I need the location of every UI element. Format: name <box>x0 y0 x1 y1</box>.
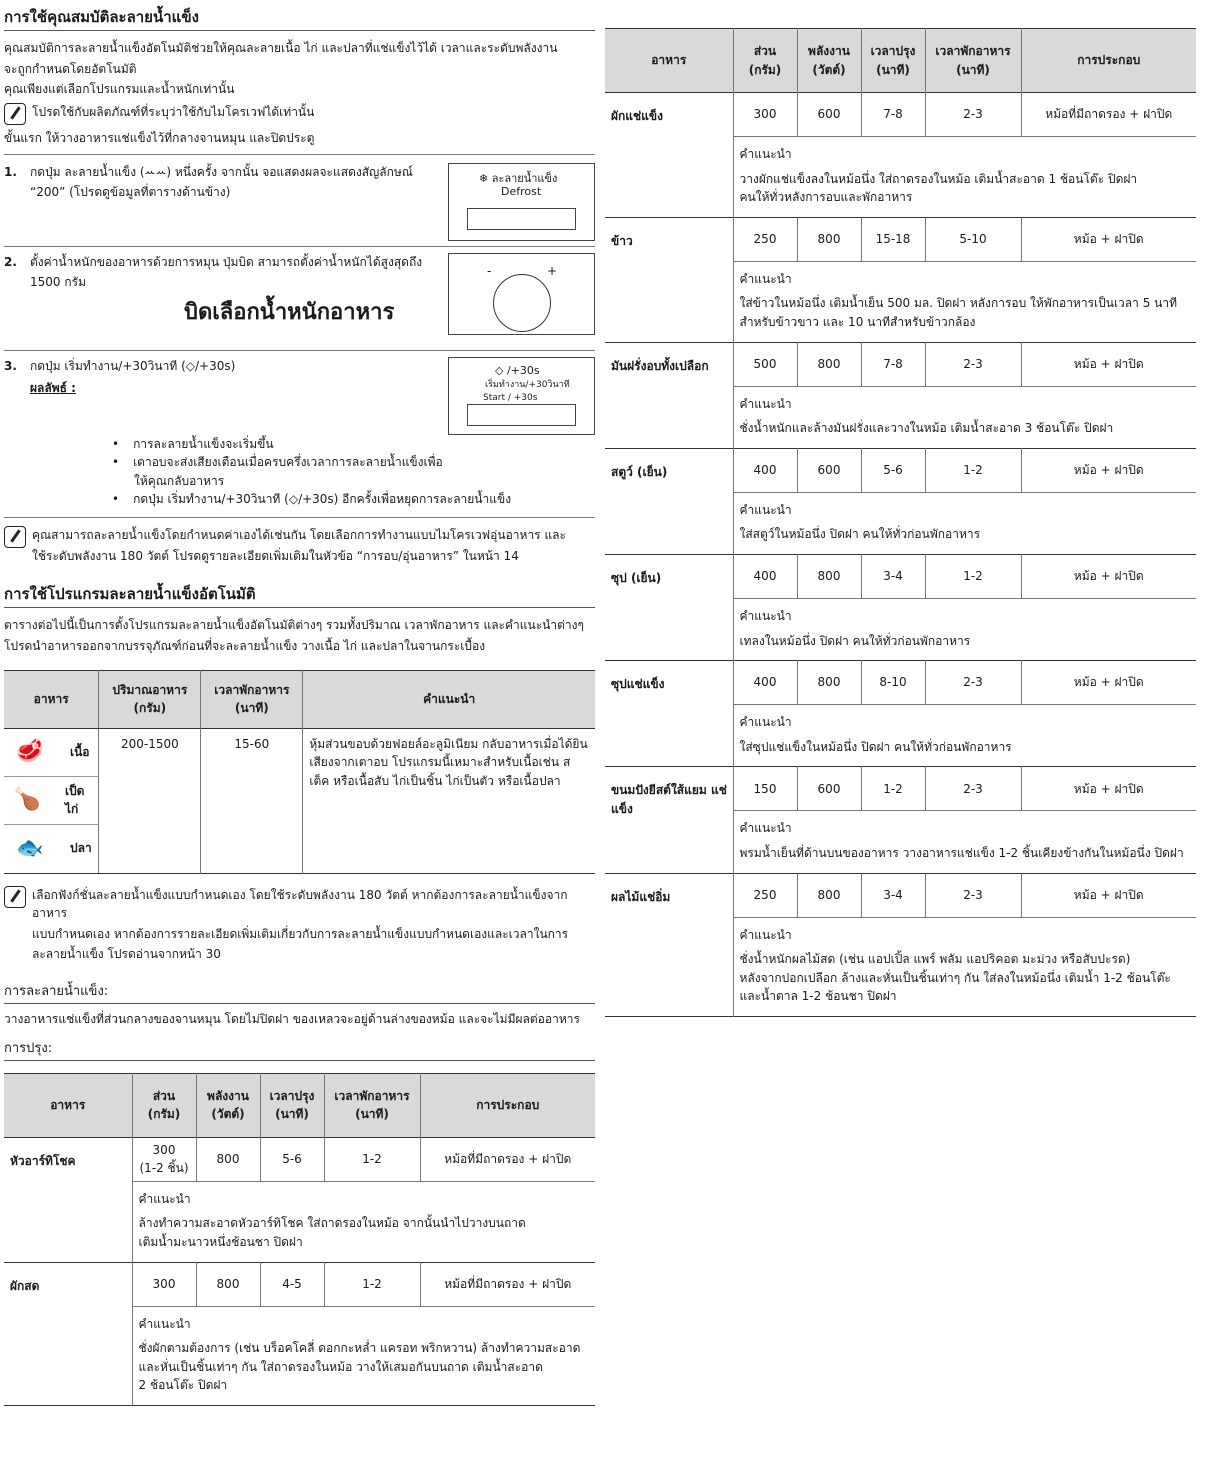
container-cell: หม้อ + ฝาปิด <box>1021 217 1196 261</box>
tip-label: คำแนะนำ <box>739 271 792 286</box>
table-row <box>605 448 1196 492</box>
defrost-table <box>4 670 595 874</box>
col-header: พลังงาน (วัตต์) <box>797 29 861 93</box>
rest-time-cell: 2-3 <box>925 873 1021 917</box>
container-cell: หม้อ + ฝาปิด <box>1021 767 1196 811</box>
col-header: พลังงาน (วัตต์) <box>196 1073 260 1137</box>
tip-text: วางผักแช่แข็งลงในหม้อนึ่ง ใส่ถาดรองในหม้อ เติมน้ำสะอาด 1 ช้อนโต๊ะ ปิดฝา <box>739 171 1138 186</box>
col-header: เวลาพักอาหาร (นาที) <box>925 29 1021 93</box>
tip-text: สำหรับข้าวขาว และ 10 นาทีสำหรับข้าวกล้อง <box>739 314 976 329</box>
dial-caption: บิดเลือกน้ำหนักอาหาร <box>184 299 395 325</box>
advice-cell: หุ้มส่วนขอบด้วยฟอยล์อะลูมิเนียม กลับอาหารเมื่อได้ยินเสียงจากเตาอบ โปรแกรมนี้เหมาะสำหรับเนื้อเช่น สเต็ค หรือเนื้อสับ ไก่เป็นชิ้น ไก่เป็นตัว หรือเนื้อปลา <box>309 736 588 788</box>
portion-cell <box>733 873 797 917</box>
food-name: ข้าว <box>605 217 733 342</box>
portion-cell <box>733 554 797 598</box>
tip-text: และน้ำตาล 1-2 ช้อนชา ปิดฝา <box>739 989 897 1004</box>
portion-cell <box>733 93 797 137</box>
dial-knob-icon <box>493 274 551 332</box>
tip-cell <box>733 261 1196 342</box>
bullet-text: กดปุ่ม เริ่มทำงาน/+30วินาที (◇/+30s) อีกครั้งเพื่อหยุดการละลายน้ำแข็ง <box>133 492 512 507</box>
food-name: ผักแช่แข็ง <box>605 93 733 218</box>
portion-cell <box>733 661 797 705</box>
col-header: ส่วน (กรัม) <box>733 29 797 93</box>
cook-time-cell: 15-18 <box>861 217 925 261</box>
start-button-box <box>467 404 576 426</box>
power-cell: 800 <box>797 661 861 705</box>
portion-value: 400 <box>753 462 777 477</box>
col-header: ส่วน (กรัม) <box>132 1073 196 1137</box>
food-name: ซุป (เย็น) <box>605 554 733 660</box>
tip-text: ใส่ซุปแช่แข็งในหม้อนึ่ง ปิดฝา คนให้ทั่วก่อนพักอาหาร <box>739 739 1012 754</box>
rest-time-cell: 1-2 <box>324 1262 420 1306</box>
cook-time-cell: 7-8 <box>861 93 925 137</box>
col-header: เวลาพักอาหาร (นาที) <box>201 670 303 728</box>
col-header: เวลาปรุง (นาที) <box>861 29 925 93</box>
tip-cell <box>733 137 1196 218</box>
step-1 <box>4 157 595 247</box>
tip-text: ชั่งน้ำหนักและล้างมันฝรั่งและวางในหม้อ เติมน้ำสะอาด 3 ช้อนโต๊ะ ปิดฝา <box>739 421 1114 436</box>
tip-text: 2 ช้อนโต๊ะ ปิดฝา <box>138 1378 228 1393</box>
food-name: ผักสด <box>4 1262 132 1405</box>
tip-text: ใส่สตูว์ในหม้อนึ่ง ปิดฝา คนให้ทั่วก่อนพักอาหาร <box>739 527 981 542</box>
start-th-label: เริ่มทำงาน/+30วินาที <box>485 379 570 390</box>
portion-value: 500 <box>753 356 777 371</box>
cook-time-cell: 3-4 <box>861 873 925 917</box>
cooking-table-left <box>4 1073 595 1406</box>
portion-value: 150 <box>753 781 777 796</box>
step-text: กดปุ่ม เริ่มทำงาน/+30วินาที (◇/+30s) <box>30 358 236 373</box>
plus-label: + <box>547 263 558 278</box>
table-row <box>605 217 1196 261</box>
cooking-table-right <box>605 28 1196 1017</box>
rest-time-cell: 2-3 <box>925 661 1021 705</box>
cook-time-cell: 1-2 <box>861 767 925 811</box>
step-text: กดปุ่ม ละลายน้ำแข็ง (ꕀꕀ) หนึ่งครั้ง จากนั้น จอแสดงผลจะแสดงสัญลักษณ์ <box>30 164 413 179</box>
step-number: 1. <box>4 164 17 179</box>
section-title-auto-defrost: การใช้โปรแกรมละลายน้ำแข็งอัตโนมัติ <box>4 583 595 608</box>
defrost-en-label: Defrost <box>501 184 542 198</box>
defrost-icon-label: ❄ ละลายน้ำแข็ง <box>479 171 558 185</box>
portion-value: 250 <box>753 231 777 246</box>
portion-cell <box>733 342 797 386</box>
container-cell: หม้อที่มีถาดรอง + ฝาปิด <box>420 1137 595 1181</box>
bullet-mark: • <box>112 436 120 451</box>
table-row <box>605 661 1196 705</box>
cook-time-cell: 8-10 <box>861 661 925 705</box>
tip-text: เติมน้ำมะนาวหนึ่งช้อนชา ปิดฝา <box>138 1235 303 1250</box>
step-text: ตั้งค่าน้ำหนักของอาหารด้วยการหมุน ปุ่มบิด สามารถตั้งค่าน้ำหนักได้สูงสุดถึง <box>30 254 423 269</box>
tip-label: คำแนะนำ <box>739 821 792 836</box>
amount-cell: 200-1500 <box>99 728 201 873</box>
bullet-text: ให้คุณกลับอาหาร <box>134 473 225 488</box>
table-row <box>605 93 1196 137</box>
left-column <box>4 6 595 1406</box>
portion-value: 300 <box>152 1276 176 1291</box>
tip-cell <box>733 811 1196 873</box>
col-header: ปริมาณอาหาร (กรัม) <box>99 670 201 728</box>
container-cell: หม้อ + ฝาปิด <box>1021 342 1196 386</box>
power-cell: 800 <box>797 217 861 261</box>
food-row-fish <box>4 825 98 873</box>
section-title-defrost: การใช้คุณสมบัติละลายน้ำแข็ง <box>4 6 595 31</box>
portion-value: 400 <box>753 675 777 690</box>
food-name: มันฝรั่งอบทั้งเปลือก <box>605 342 733 448</box>
portion-cell <box>132 1262 196 1306</box>
note-pencil-icon <box>4 103 26 125</box>
step-number: 2. <box>4 254 17 269</box>
start-panel-illustration <box>448 357 595 435</box>
food-label: เป็ด ไก่ <box>64 783 85 817</box>
result-label: ผลลัพธ์ : <box>30 381 76 396</box>
tip-text: ล้างทำความสะอาดหัวอาร์ทิโชค ใส่ถาดรองในหม้อ จากนั้นนำไปวางบนถาด <box>138 1216 526 1231</box>
tip-text: คนให้ทั่วหลังการอบและพักอาหาร <box>739 190 913 205</box>
container-cell: หม้อ + ฝาปิด <box>1021 554 1196 598</box>
portion-value: 250 <box>753 887 777 902</box>
minus-label: - <box>487 263 492 278</box>
tip-text: พรมน้ำเย็นที่ด้านบนของอาหาร วางอาหารแช่แข็ง 1-2 ชิ้นเคียงข้างกันในหม้อนึ่ง ปิดฝา <box>739 845 1184 860</box>
col-header: อาหาร <box>4 1073 132 1137</box>
col-header: คำแนะนำ <box>303 670 595 728</box>
portion-cell <box>132 1137 196 1181</box>
bullet-text: การละลายน้ำแข็งจะเริ่มขึ้น <box>133 436 274 451</box>
dial-panel-illustration <box>448 253 595 335</box>
intro-line: จะถูกกำหนดโดยอัตโนมัติ <box>4 61 137 76</box>
cooking-subtitle: การปรุง: <box>4 1039 595 1061</box>
step-text: 1500 กรัม <box>30 275 86 290</box>
food-name: ซุปแช่แข็ง <box>605 661 733 767</box>
power-cell: 800 <box>196 1137 260 1181</box>
tip-text: ใส่ข้าวในหม้อนึ่ง เติมน้ำเย็น 500 มล. ปิดฝา หลังการอบ ให้พักอาหารเป็นเวลา 5 นาที <box>739 296 1177 311</box>
tip-text: หลังจากปอกเปลือก ล้างและหั่นเป็นชิ้นเท่าๆ กัน ใส่ลงในหม้อนึ่ง เติมน้ำ 1-2 ช้อนโต๊ะ <box>739 970 1171 985</box>
power-cell: 800 <box>797 873 861 917</box>
start-icon-label: ◇ /+30s <box>495 363 540 377</box>
bullet-mark: • <box>112 492 120 507</box>
rest-time-cell: 2-3 <box>925 767 1021 811</box>
table-row <box>605 342 1196 386</box>
tip-label: คำแนะนำ <box>739 396 792 411</box>
container-cell: หม้อ + ฝาปิด <box>1021 873 1196 917</box>
food-name: สตูว์ (เย็น) <box>605 448 733 554</box>
food-name: ผลไม้แช่อิ่ม <box>605 873 733 1016</box>
note-text: ละลายน้ำแข็ง โปรดอ่านจากหน้า 30 <box>32 947 221 962</box>
table-row <box>605 873 1196 917</box>
rest-time-cell: 1-2 <box>925 554 1021 598</box>
rest-time-cell: 1-2 <box>925 448 1021 492</box>
power-cell: 600 <box>797 93 861 137</box>
food-row-meat <box>4 729 98 777</box>
fish-icon: 🐟 <box>16 835 44 861</box>
col-header: อาหาร <box>4 670 99 728</box>
bullet-text: เตาอบจะส่งเสียงเตือนเมื่อครบครึ่งเวลาการละลายน้ำแข็งเพื่อ <box>133 455 443 470</box>
table-row <box>4 1137 595 1181</box>
tip-label: คำแนะนำ <box>138 1191 191 1206</box>
bullet-mark: • <box>112 455 120 470</box>
col-header: อาหาร <box>605 29 733 93</box>
note-text: ใช้ระดับพลังงาน 180 วัตต์ โปรดดูรายละเอียดเพิ่มเติมในหัวข้อ “การอบ/อุ่นอาหาร” ในหน้า 14 <box>32 548 519 563</box>
food-label: ปลา <box>70 841 92 856</box>
note-pencil-icon <box>4 886 26 908</box>
tip-label: คำแนะนำ <box>739 502 792 517</box>
cook-time-cell: 3-4 <box>861 554 925 598</box>
intro-line: คุณสมบัติการละลายน้ำแข็งอัตโนมัติช่วยให้คุณละลายเนื้อ ไก่ และปลาที่แช่แข็งไว้ได้ เวลาและระดับพลังงาน <box>4 41 558 56</box>
food-name: ขนมปังยีสต์ใส้แยม แช่แข็ง <box>605 767 733 873</box>
tip-text: และหั่นเป็นชิ้นเท่าๆ กัน ใส่ถาดรองในหม้อ วางให้เสมอกันบนถาด เติมน้ำสะอาด <box>138 1359 543 1374</box>
step-3 <box>4 351 595 518</box>
col-header: การประกอบ <box>1021 29 1196 93</box>
intro-line: โปรดนำอาหารออกจากบรรจุภัณฑ์ก่อนที่จะละลายน้ำแข็ง วางเนื้อ ไก่ และปลาในจานกระเบื้อง <box>4 639 486 654</box>
tip-cell <box>733 917 1196 1016</box>
container-cell: หม้อที่มีถาดรอง + ฝาปิด <box>1021 93 1196 137</box>
defrosting-text: วางอาหารแช่แข็งที่ส่วนกลางของจานหมุน โดยไม่ปิดฝา ของเหลวจะอยู่ด้านล่างของหม้อ และจะไม่มีผลต่ออาหาร <box>4 1012 580 1027</box>
tip-cell <box>733 598 1196 660</box>
food-label: เนื้อ <box>70 744 90 759</box>
power-cell: 600 <box>797 767 861 811</box>
intro-line: คุณเพียงแต่เลือกโปรแกรมและน้ำหนักเท่านั้น <box>4 82 235 97</box>
food-row-poultry <box>4 777 98 825</box>
portion-cell <box>733 217 797 261</box>
power-cell: 800 <box>797 342 861 386</box>
cook-time-cell: 5-6 <box>260 1137 324 1181</box>
power-cell: 800 <box>797 554 861 598</box>
portion-cell <box>733 767 797 811</box>
note-text: โปรดใช้กับผลิตภัณฑ์ที่ระบุว่าใช้กับไมโครเวฟได้เท่านั้น <box>32 105 315 120</box>
container-cell: หม้อ + ฝาปิด <box>1021 448 1196 492</box>
right-column <box>605 28 1196 1017</box>
defrost-panel-illustration <box>448 163 595 241</box>
note-pencil-icon <box>4 526 26 548</box>
note <box>4 103 595 125</box>
portion-value: 300 <box>753 107 777 122</box>
first-instruction: ขั้นแรก ให้วางอาหารแช่แข็งไว้ที่กลางจานหมุน และปิดประตู <box>4 129 595 155</box>
note-text: แบบกำหนดเอง หากต้องการรายละเอียดเพิ่มเติมเกี่ยวกับการละลายน้ำแข็งแบบกำหนดเองและเวลาในการ <box>32 926 569 941</box>
intro-line: ตารางต่อไปนี้เป็นการตั้งโปรแกรมละลายน้ำแข็งอัตโนมัติต่างๆ รวมทั้งปริมาณ เวลาพักอาหาร และคำแนะนำต่างๆ <box>4 618 584 633</box>
col-header: เวลาปรุง (นาที) <box>260 1073 324 1137</box>
power-cell: 800 <box>196 1262 260 1306</box>
note <box>4 526 595 567</box>
tip-cell <box>733 386 1196 448</box>
tip-label: คำแนะนำ <box>138 1316 191 1331</box>
table-row <box>4 1262 595 1306</box>
note <box>4 886 595 966</box>
start-en-label: Start / +30s <box>483 392 538 403</box>
step-text: “200” (โปรดดูข้อมูลที่ตารางด้านข้าง) <box>30 185 231 200</box>
note-text: เลือกฟังก์ชั่นละลายน้ำแข็งแบบกำหนดเอง โดยใช้ระดับพลังงาน 180 วัตต์ หากต้องการละลายน้ำแข็งจากอาหาร <box>32 887 568 921</box>
portion-note: (1-2 ชิ้น) <box>139 1161 189 1176</box>
col-header: เวลาพักอาหาร (นาที) <box>324 1073 420 1137</box>
chicken-icon: 🍗 <box>13 787 42 813</box>
portion-value: 300 <box>152 1142 176 1157</box>
power-cell: 600 <box>797 448 861 492</box>
tip-cell <box>733 705 1196 767</box>
col-header: การประกอบ <box>420 1073 595 1137</box>
tip-label: คำแนะนำ <box>739 147 792 161</box>
rest-time-cell: 1-2 <box>324 1137 420 1181</box>
tip-cell <box>733 492 1196 554</box>
table-row <box>605 767 1196 811</box>
rest-time-cell: 2-3 <box>925 93 1021 137</box>
portion-value: 400 <box>753 569 777 584</box>
rest-time-cell: 2-3 <box>925 342 1021 386</box>
rest-cell: 15-60 <box>201 728 303 873</box>
cook-time-cell: 7-8 <box>861 342 925 386</box>
note-text: คุณสามารถละลายน้ำแข็งโดยกำหนดค่าเองได้เช่นกัน โดยเลือกการทำงานแบบไมโครเวฟอุ่นอาหาร และ <box>32 528 566 542</box>
display-box <box>467 208 576 230</box>
tip-text: เทลงในหม้อนึ่ง ปิดฝา คนให้ทั่วก่อนพักอาหาร <box>739 633 971 648</box>
container-cell: หม้อที่มีถาดรอง + ฝาปิด <box>420 1262 595 1306</box>
tip-text: ชั่งผักตามต้องการ (เช่น บร็อคโคลี่ ดอกกะหล่ำ แครอท พริกหวาน) ล้างทำความสะอาด <box>138 1341 581 1356</box>
portion-cell <box>733 448 797 492</box>
tip-cell <box>132 1181 595 1262</box>
food-name: หัวอาร์ทิโชค <box>4 1137 132 1262</box>
step-number: 3. <box>4 358 17 373</box>
cook-time-cell: 4-5 <box>260 1262 324 1306</box>
tip-label: คำแนะนำ <box>739 927 792 942</box>
tip-cell <box>132 1306 595 1405</box>
rest-time-cell: 5-10 <box>925 217 1021 261</box>
cook-time-cell: 5-6 <box>861 448 925 492</box>
table-row <box>605 554 1196 598</box>
tip-text: ชั่งน้ำหนักผลไม้สด (เช่น แอปเปิ้ล แพร์ พลัม แอปริคอต มะม่วง หรือสับปะรด) <box>739 952 1131 967</box>
step-2 <box>4 247 595 351</box>
tip-label: คำแนะนำ <box>739 608 792 623</box>
tip-label: คำแนะนำ <box>739 715 792 730</box>
meat-icon: 🥩 <box>16 739 44 765</box>
container-cell: หม้อ + ฝาปิด <box>1021 661 1196 705</box>
defrosting-subtitle: การละลายน้ำแข็ง: <box>4 982 595 1004</box>
